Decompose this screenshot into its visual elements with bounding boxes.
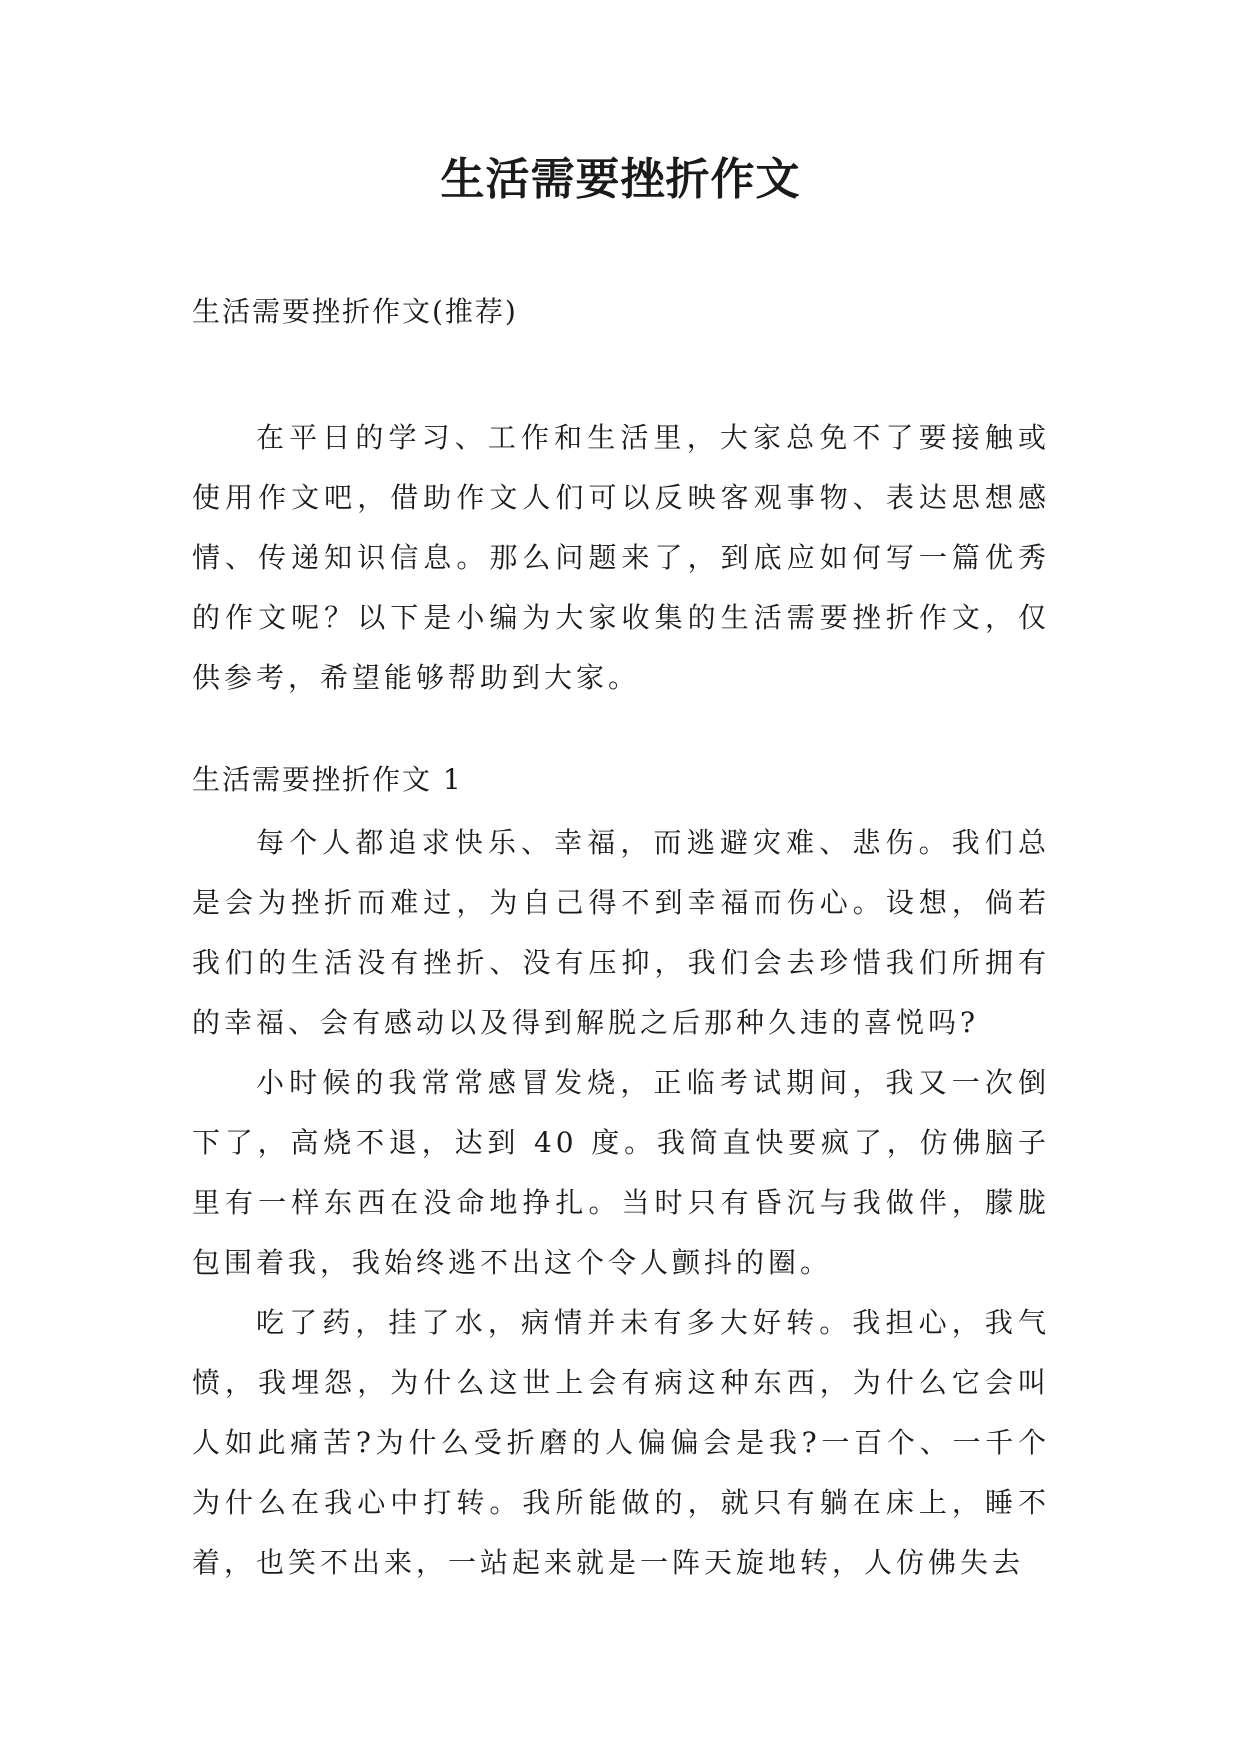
body-paragraph: 每个人都追求快乐、幸福，而逃避灾难、悲伤。我们总是会为挫折而难过，为自己得不到幸福而伤心。设想，倘若我们的生活没有挫折、没有压抑，我们会去珍惜我们所拥有的幸福、会有感动以及得到解脱之后那种久违的喜悦吗? <box>192 826 1050 1039</box>
intro-paragraph: 在平日的学习、工作和生活里，大家总免不了要接触或使用作文吧，借助作文人们可以反映客观事物、表达思想感情、传递知识信息。那么问题来了，到底应如何写一篇优秀的作文呢？以下是小编为大家收集的生活需要挫折作文，仅供参考，希望能够帮助到大家。 <box>192 421 1050 694</box>
document-title: 生活需要挫折作文 <box>440 154 801 205</box>
body-paragraph: 小时候的我常常感冒发烧，正临考试期间，我又一次倒下了，高烧不退，达到 40 度。我简直快要疯了，仿佛脑子里有一样东西在没命地挣扎。当时只有昏沉与我做伴，朦胧包围着我，我始终逃不出这个令人颤抖的圈。 <box>192 1066 1050 1279</box>
document-subtitle: 生活需要挫折作文(推荐) <box>192 295 518 328</box>
section-heading: 生活需要挫折作文 1 <box>192 763 463 796</box>
body-paragraph: 吃了药，挂了水，病情并未有多大好转。我担心，我气愤，我埋怨，为什么这世上会有病这种东西，为什么它会叫人如此痛苦?为什么受折磨的人偏偏会是我?一百个、一千个为什么在我心中打转。我所能做的，就只有躺在床上，睡不着，也笑不出来，一站起来就是一阵天旋地转，人仿佛失去 <box>192 1306 1050 1579</box>
